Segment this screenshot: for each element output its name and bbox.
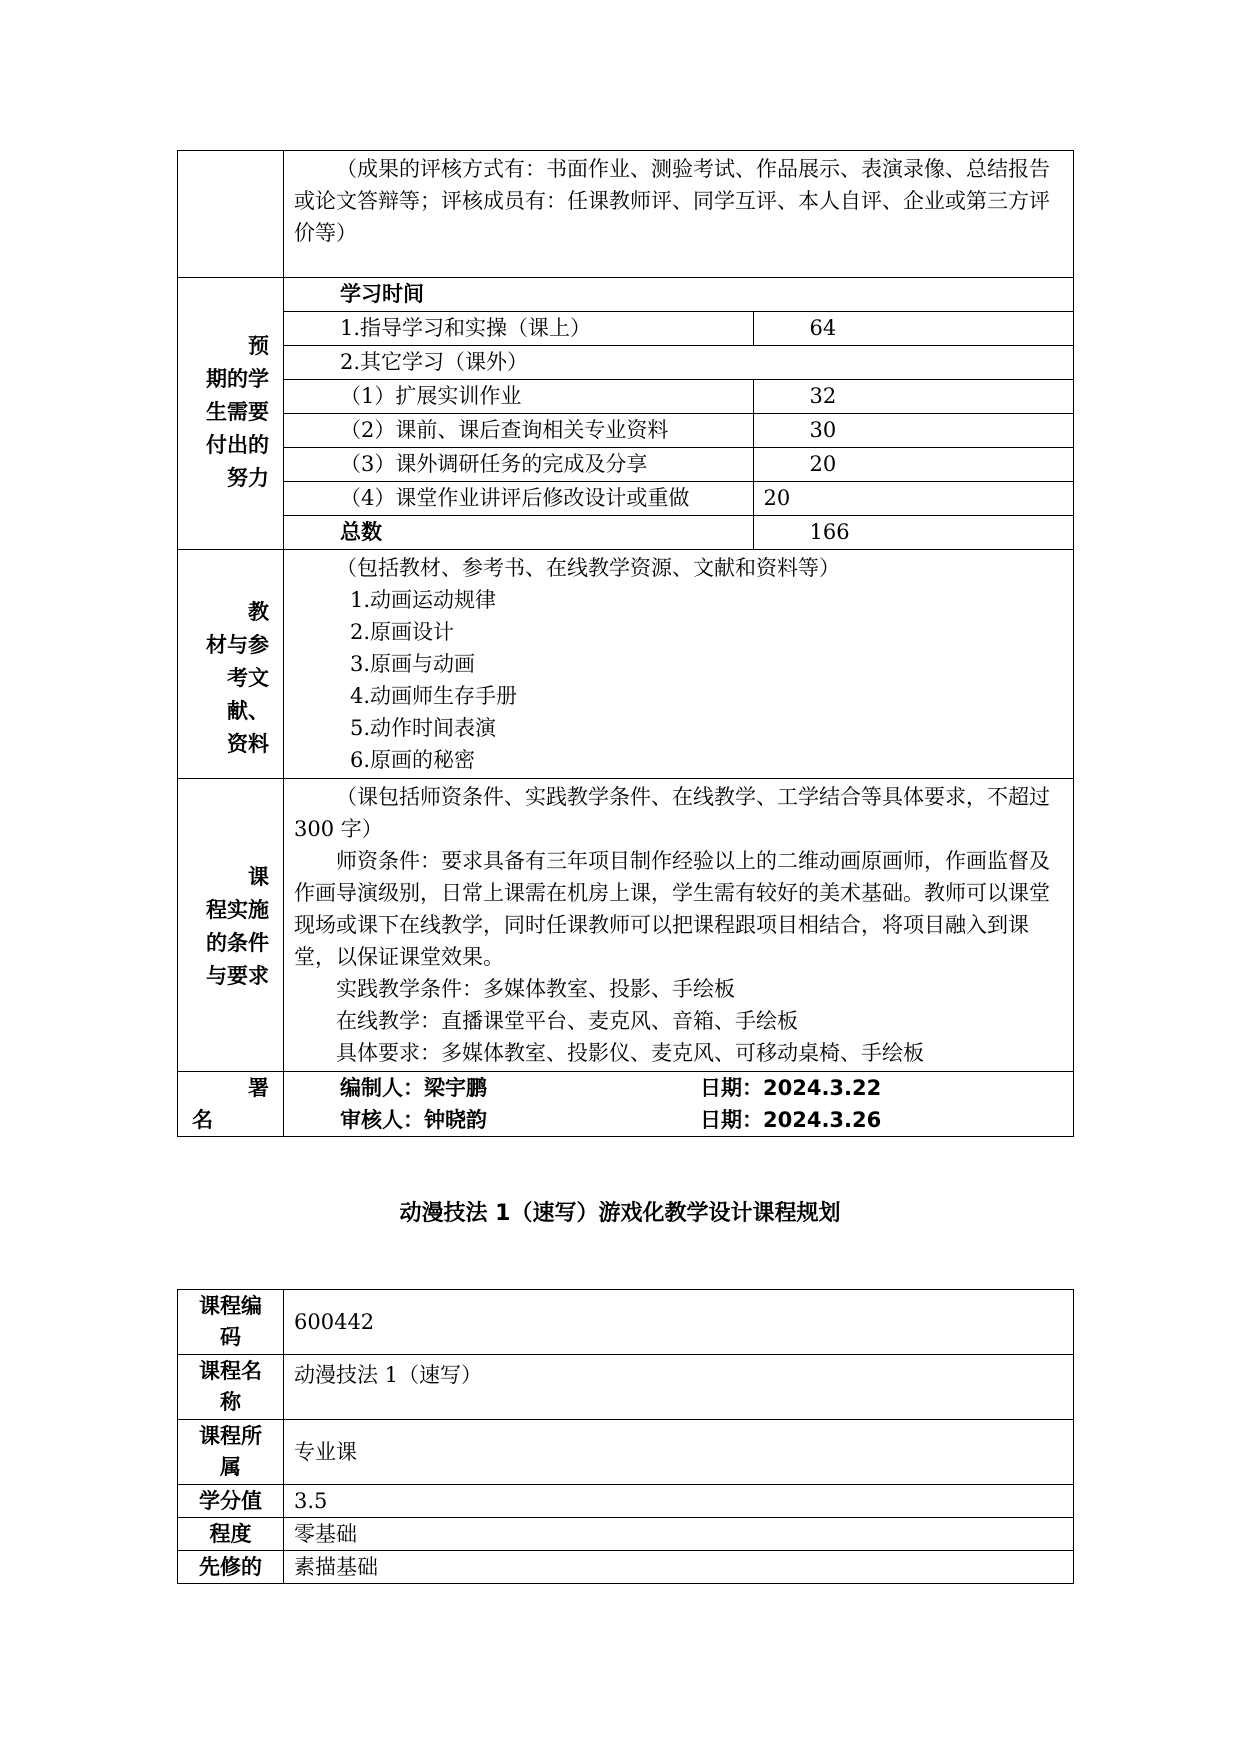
material-item: 6.原画的秘密	[350, 748, 476, 772]
assessment-label-cell	[178, 151, 284, 278]
effort-row-3	[284, 380, 1074, 414]
effort-row-4	[284, 414, 1074, 448]
prerequisite-row	[178, 1551, 1074, 1584]
effort-value: 64	[753, 312, 1074, 346]
level-value: 零基础	[284, 1518, 1074, 1551]
conditions-specific: 具体要求：多媒体教室、投影仪、麦克风、可移动桌椅、手绘板	[336, 1041, 924, 1065]
credit-row	[178, 1485, 1074, 1518]
material-item: 3.原画与动画	[350, 652, 476, 676]
course-info-table-continued	[177, 150, 1074, 1137]
course-code-row	[178, 1290, 1074, 1355]
signature-row	[178, 1072, 1074, 1137]
effort-total-row	[284, 516, 1074, 550]
conditions-label: 课 程实施 的条件 与要求	[178, 779, 284, 1072]
materials-row	[178, 550, 1074, 779]
course-code-label: 课程编 码	[178, 1290, 284, 1355]
effort-header: 学习时间	[284, 278, 1074, 312]
effort-row-6	[284, 482, 1074, 516]
editor-name: 编制人：梁宇鹏	[340, 1076, 487, 1100]
materials-intro: （包括教材、参考书、在线教学资源、文献和资料等）	[336, 556, 840, 580]
signature-content-cell	[284, 1072, 1074, 1137]
effort-value: 20	[753, 482, 1074, 516]
conditions-intro: （课包括师资条件、实践教学条件、在线教学、工学结合等具体要求，不超过 300 字）	[294, 785, 1050, 841]
material-item: 4.动画师生存手册	[350, 684, 518, 708]
effort-content-cell	[284, 278, 1074, 550]
course-name-label: 课程名 称	[178, 1355, 284, 1420]
section-title: 动漫技法 1（速写）游戏化教学设计课程规划	[399, 1201, 841, 1226]
effort-row-1	[284, 312, 1074, 346]
effort-item: （4）课堂作业讲评后修改设计或重做	[284, 482, 753, 516]
effort-row-2	[284, 346, 1074, 380]
effort-label: 预 期的学 生需要 付出的 努力	[178, 278, 284, 550]
course-basic-info-table	[177, 1289, 1074, 1584]
conditions-content-cell	[284, 779, 1074, 1072]
effort-table	[284, 278, 1074, 549]
conditions-row	[178, 779, 1074, 1072]
material-item: 2.原画设计	[350, 620, 455, 644]
reviewer-date: 日期：2024.3.26	[700, 1108, 882, 1132]
course-name-row	[178, 1355, 1074, 1420]
assessment-note-cell	[284, 151, 1074, 278]
conditions-teacher: 师资条件：要求具备有三年项目制作经验以上的二维动画原画师，作画监督及作画导演级别，日常上课需在机房上课，学生需有较好的美术基础。教师可以课堂现场或课下在线教学，同时任课教师可以把课程跟项目相结合，将项目融入到课堂，以保证课堂效果。	[294, 849, 1050, 969]
reviewer-name: 审核人：钟晓韵	[340, 1108, 487, 1132]
effort-item: （3）课外调研任务的完成及分享	[284, 448, 753, 482]
level-row	[178, 1518, 1074, 1551]
course-category-row	[178, 1420, 1074, 1485]
course-category-label: 课程所 属	[178, 1420, 284, 1485]
effort-value: 20	[753, 448, 1074, 482]
effort-total-value: 166	[809, 520, 850, 544]
level-label: 程度	[178, 1518, 284, 1551]
assessment-note: （成果的评核方式有：书面作业、测验考试、作品展示、表演录像、总结报告或论文答辩等；评核成员有：任课教师评、同学互评、本人自评、企业或第三方评价等）	[294, 157, 1050, 245]
effort-header-row	[284, 278, 1074, 312]
assessment-row	[178, 151, 1074, 278]
prerequisite-label: 先修的	[178, 1551, 284, 1584]
effort-item: （2）课前、课后查询相关专业资料	[284, 414, 753, 448]
prerequisite-value: 素描基础	[284, 1551, 1074, 1584]
conditions-online: 在线教学：直播课堂平台、麦克风、音箱、手绘板	[336, 1009, 798, 1033]
effort-row-5	[284, 448, 1074, 482]
editor-date: 日期：2024.3.22	[700, 1076, 882, 1100]
material-item: 1.动画运动规律	[350, 588, 497, 612]
credit-label: 学分值	[178, 1485, 284, 1518]
editor-line	[284, 1072, 1073, 1104]
effort-value: 32	[753, 380, 1074, 414]
signature-label: 署 名	[178, 1072, 284, 1137]
materials-label: 教 材与参 考文献、 资料	[178, 550, 284, 779]
effort-item: （1）扩展实训作业	[284, 380, 753, 414]
credit-value: 3.5	[284, 1485, 1074, 1518]
course-category-value: 专业课	[284, 1420, 1074, 1485]
effort-total-label: 总数	[284, 516, 753, 550]
conditions-practice: 实践教学条件：多媒体教室、投影、手绘板	[336, 977, 735, 1001]
effort-item: 2.其它学习（课外）	[284, 346, 1074, 380]
course-code-value: 600442	[284, 1290, 1074, 1355]
effort-row	[178, 278, 1074, 550]
material-item: 5.动作时间表演	[350, 716, 497, 740]
effort-value: 30	[753, 414, 1074, 448]
effort-item: 1.指导学习和实操（课上）	[284, 312, 753, 346]
reviewer-line	[284, 1104, 1073, 1136]
materials-content-cell	[284, 550, 1074, 779]
course-name-value: 动漫技法 1（速写）	[284, 1355, 1074, 1420]
